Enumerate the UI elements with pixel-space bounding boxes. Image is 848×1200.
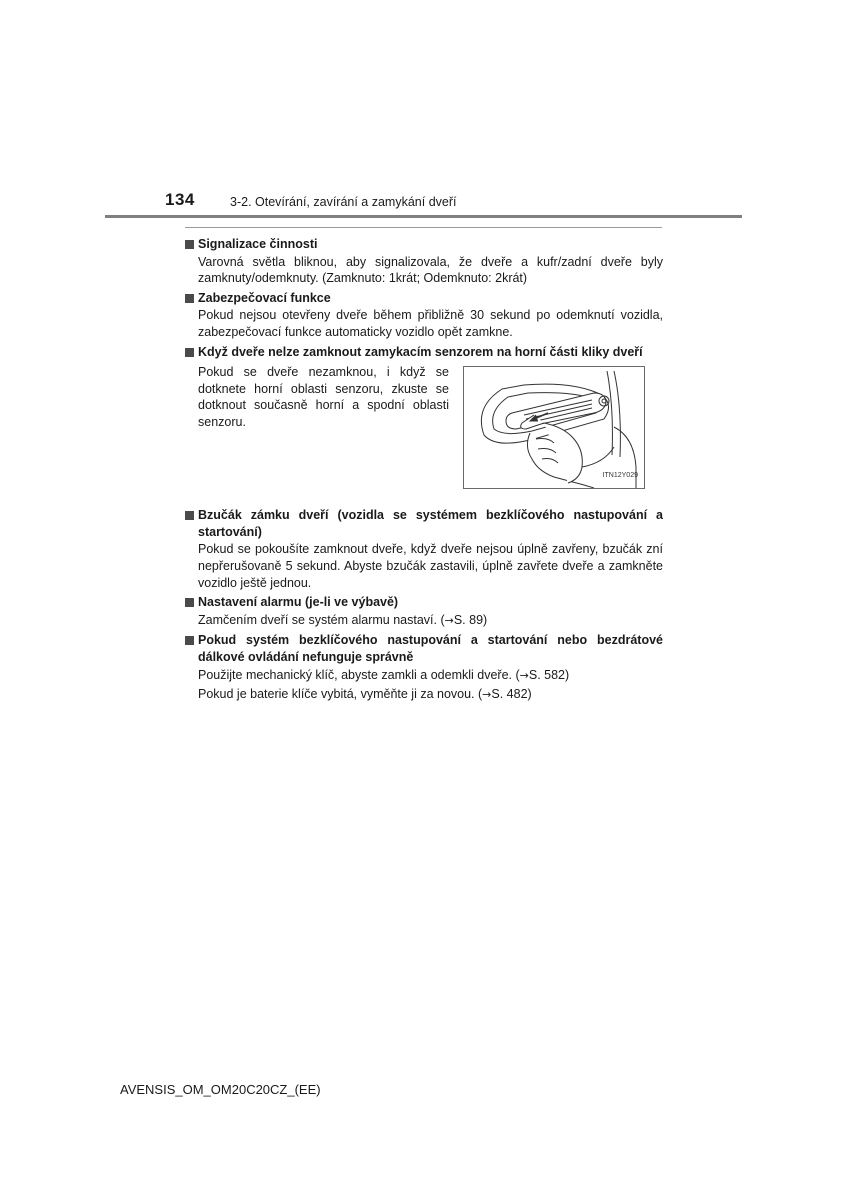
section-heading: Když dveře nelze zamknout zamykacím senzorem na horní části kliky dveří: [185, 344, 663, 361]
section-alarm: [185, 594, 663, 629]
section-senzor: [185, 344, 663, 490]
section-heading: Signalizace činnosti: [185, 236, 663, 253]
section-text: Zamčením dveří se systém alarmu nastaví. (→S. 89): [198, 612, 488, 627]
section-rule: [185, 227, 662, 228]
square-bullet-icon: [185, 598, 194, 607]
section-heading: Pokud systém bezklíčového nastupování a startování nebo bezdrátové dálkové ovládání nefunguje správně: [185, 632, 663, 665]
section-bzucak: [185, 507, 663, 591]
square-bullet-icon: [185, 348, 194, 357]
section-heading: Bzučák zámku dveří (vozidla se systémem bezklíčového nastupování a startování): [185, 507, 663, 540]
page-content: [185, 234, 663, 707]
section-text: Pokud se dveře nezamknou, i když se dotknete horní oblasti senzoru, zkuste se dotknout současně horní a spodní oblasti senzoru.: [198, 365, 449, 429]
section-signalizace: [185, 236, 663, 287]
section-text: Pokud je baterie klíče vybitá, vyměňte ji za novou. (→S. 482): [198, 687, 532, 702]
page-reference[interactable]: S. 482): [491, 687, 532, 702]
chapter-title: 3-2. Otevírání, zavírání a zamykání dveří: [230, 195, 457, 209]
square-bullet-icon: [185, 636, 194, 645]
door-handle-illustration: [463, 366, 645, 489]
square-bullet-icon: [185, 294, 194, 303]
section-text: Použijte mechanický klíč, abyste zamkli a odemkli dveře. (→S. 582): [198, 667, 570, 682]
section-zabezpeceni: [185, 290, 663, 341]
section-text: Pokud nejsou otevřeny dveře během přibližně 30 sekund po odemknutí vozidla, zabezpečovací funkce automaticky vozidlo opět zamkne.: [198, 308, 663, 339]
section-text: Pokud se pokoušíte zamknout dveře, když dveře nejsou úplně zavřeny, bzučák zní nepřerušovaně 5 sekund. Abyste bzučák zastavili, úplně zavřete dveře a zamkněte vozidlo ještě jednou.: [198, 542, 663, 590]
section-text: Varovná světla bliknou, aby signalizovala, že dveře a kufr/zadní dveře byly zamknuty/odemknuty. (Zamknuto: 1krát; Odemknuto: 2krát): [198, 254, 663, 286]
section-nefunguje: [185, 632, 663, 703]
document-code: AVENSIS_OM_OM20C20CZ_(EE): [120, 1082, 321, 1097]
arrow-icon: →: [444, 613, 454, 627]
section-heading: Nastavení alarmu (je-li ve výbavě): [185, 594, 663, 611]
text-with-figure: [185, 364, 663, 489]
page-reference[interactable]: S. 582): [528, 667, 570, 682]
square-bullet-icon: [185, 240, 194, 249]
page-number: 134: [165, 190, 195, 209]
section-heading: Zabezpečovací funkce: [185, 290, 663, 307]
arrow-icon: →: [519, 668, 529, 682]
header-rule: [105, 215, 742, 218]
page-reference[interactable]: S. 89): [453, 612, 488, 627]
figure-code: ITN12Y029: [602, 471, 638, 479]
arrow-icon: →: [482, 688, 492, 702]
square-bullet-icon: [185, 511, 194, 520]
